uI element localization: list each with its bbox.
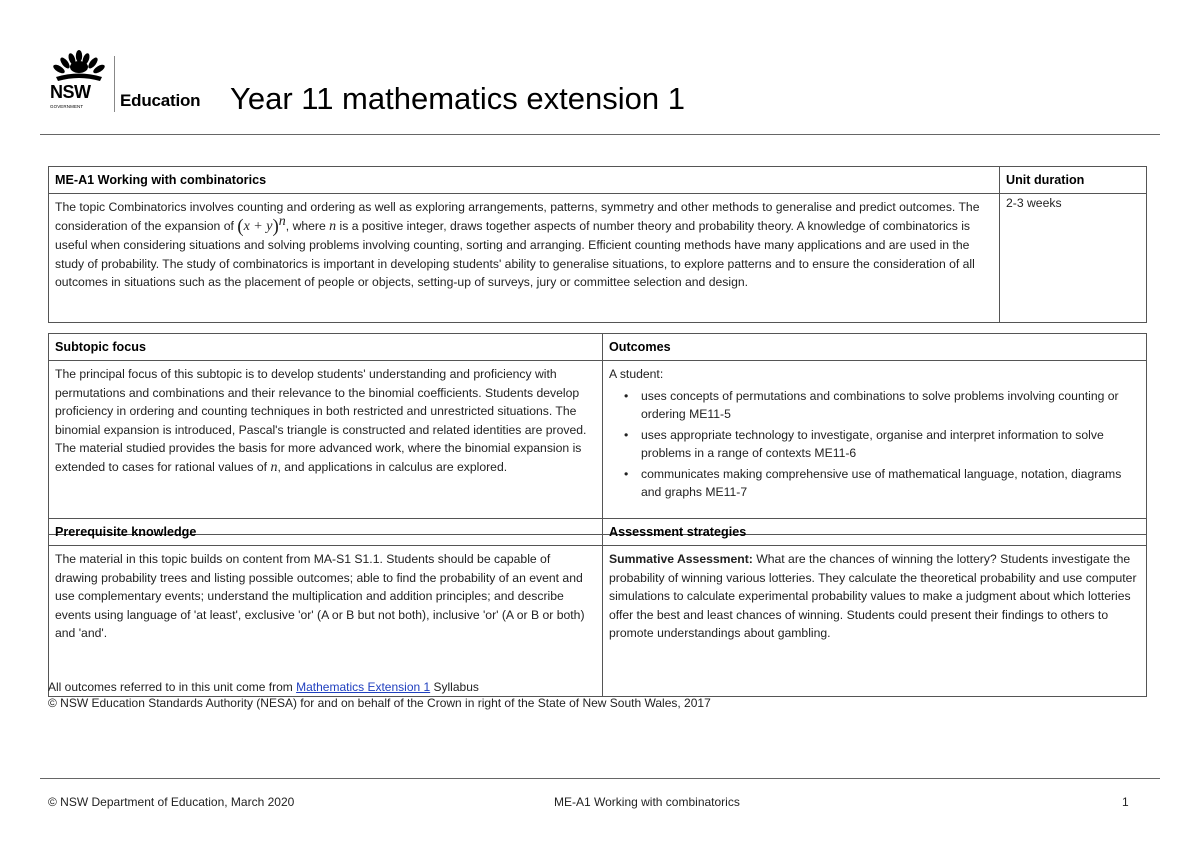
- subtopic-outcomes-table: [48, 333, 1147, 535]
- logo-government-label: GOVERNMENT: [50, 104, 84, 109]
- page-number: 1: [1122, 795, 1129, 809]
- unit-description: The topic Combinatorics involves counting and ordering as well as exploring arrangements, patterns, symmetry and other methods to generalise and predict outcomes. The consideration of the expansion of $(x + y)^n$, where n is a positive integer, draws together aspects of number theory and probability theory. A knowledge of combinatorics is useful when considering situations and solving problems involving counting, sorting and arranging. Efficient counting methods have many applications and are used in the study of probability. The study of combinatorics is important in developing students' ability to generalise situations, to explore patterns and to ensure the consideration of all outcomes in situations such as the placement of people or objects, setting-up of surveys, jury or committee selection and design.: [49, 194, 1000, 323]
- logo-divider: [114, 56, 115, 112]
- prerequisite-text: The material in this topic builds on content from MA-S1 S1.1. Students should be capable of drawing probability trees and listing possible outcomes; able to find the probability of an event and use complementary events; understand the multiplication and addition principles; and describe events using language of 'at least', exclusive 'or' (A or B but not both), inclusive 'or' (A or B or both) and 'and'.: [49, 546, 603, 697]
- prerequisite-assessment-table: [48, 518, 1147, 697]
- assessment-heading: Assessment strategies: [603, 519, 1147, 546]
- logo-wordmark: NSW: [50, 82, 91, 102]
- variable-n: n: [329, 218, 337, 234]
- unit-duration: 2-3 weeks: [1000, 194, 1147, 323]
- outcome-item: • communicates making comprehensive use of mathematical language, notation, diagrams and graphs ME11-7: [609, 465, 1140, 502]
- footer-unit-title: ME-A1 Working with combinatorics: [554, 795, 740, 809]
- header-rule: [40, 134, 1160, 135]
- syllabus-note: All outcomes referred to in this unit come from Mathematics Extension 1 Syllabus: [48, 680, 479, 694]
- outcome-item: • uses concepts of permutations and combinations to solve problems involving counting or ordering ME11-5: [609, 387, 1140, 424]
- footer-rule: [40, 778, 1160, 779]
- footer-copyright: © NSW Department of Education, March 2020: [48, 795, 295, 809]
- outcomes-heading: Outcomes: [603, 334, 1147, 361]
- assessment-label: Summative Assessment:: [609, 552, 753, 566]
- expansion-exponent: n: [278, 213, 286, 229]
- subtopic-heading: Subtopic focus: [49, 334, 603, 361]
- document-header: [48, 50, 1160, 120]
- syllabus-link[interactable]: Mathematics Extension 1: [296, 680, 431, 694]
- variable-n: n: [270, 459, 278, 475]
- outcome-item: • uses appropriate technology to investigate, organise and interpret information to solve problems in a range of contexts ME11-6: [609, 426, 1140, 463]
- unit-overview-table: [48, 166, 1147, 323]
- assessment-text: Summative Assessment: What are the chances of winning the lottery? Students investigate the probability of winning various lotteries. They calculate the theoretical probability and use computer simulations to calculate experimental probability values to make a judgment about which lotteries offer the best and least chances of winning. Students could present their findings to others to promote understandings about gambling.: [603, 546, 1147, 697]
- outcomes-list: [609, 387, 1140, 502]
- unit-heading: ME-A1 Working with combinatorics: [49, 167, 1000, 194]
- outcomes-cell: [603, 361, 1147, 535]
- subtopic-text: The principal focus of this subtopic is to develop students' understanding and proficiency with permutations and combinations and their relevance to the binomial coefficients. Students develop proficiency in ordering and counting techniques in both restricted and unrestricted situations. The binomial expansion is introduced, Pascal's triangle is constructed and related identities are proved. The material studied provides the basis for more advanced work, where the binomial expansion is extended to cases for rational values of n, and applications in calculus are explored.: [49, 361, 603, 535]
- prerequisite-heading: Prerequisite knowledge: [49, 519, 603, 546]
- unit-duration-heading: Unit duration: [1000, 167, 1147, 194]
- waratah-icon: [48, 50, 110, 84]
- nesa-copyright: © NSW Education Standards Authority (NESA) for and on behalf of the Crown in right of the State of New South Wales, 2017: [48, 696, 711, 710]
- page-title: Year 11 mathematics extension 1: [230, 81, 685, 116]
- education-wordmark: Education: [120, 91, 201, 110]
- outcomes-intro: A student:: [609, 367, 664, 381]
- footnote: [48, 679, 711, 711]
- nsw-logo: [48, 50, 110, 114]
- expansion-expression: x + y: [243, 218, 273, 234]
